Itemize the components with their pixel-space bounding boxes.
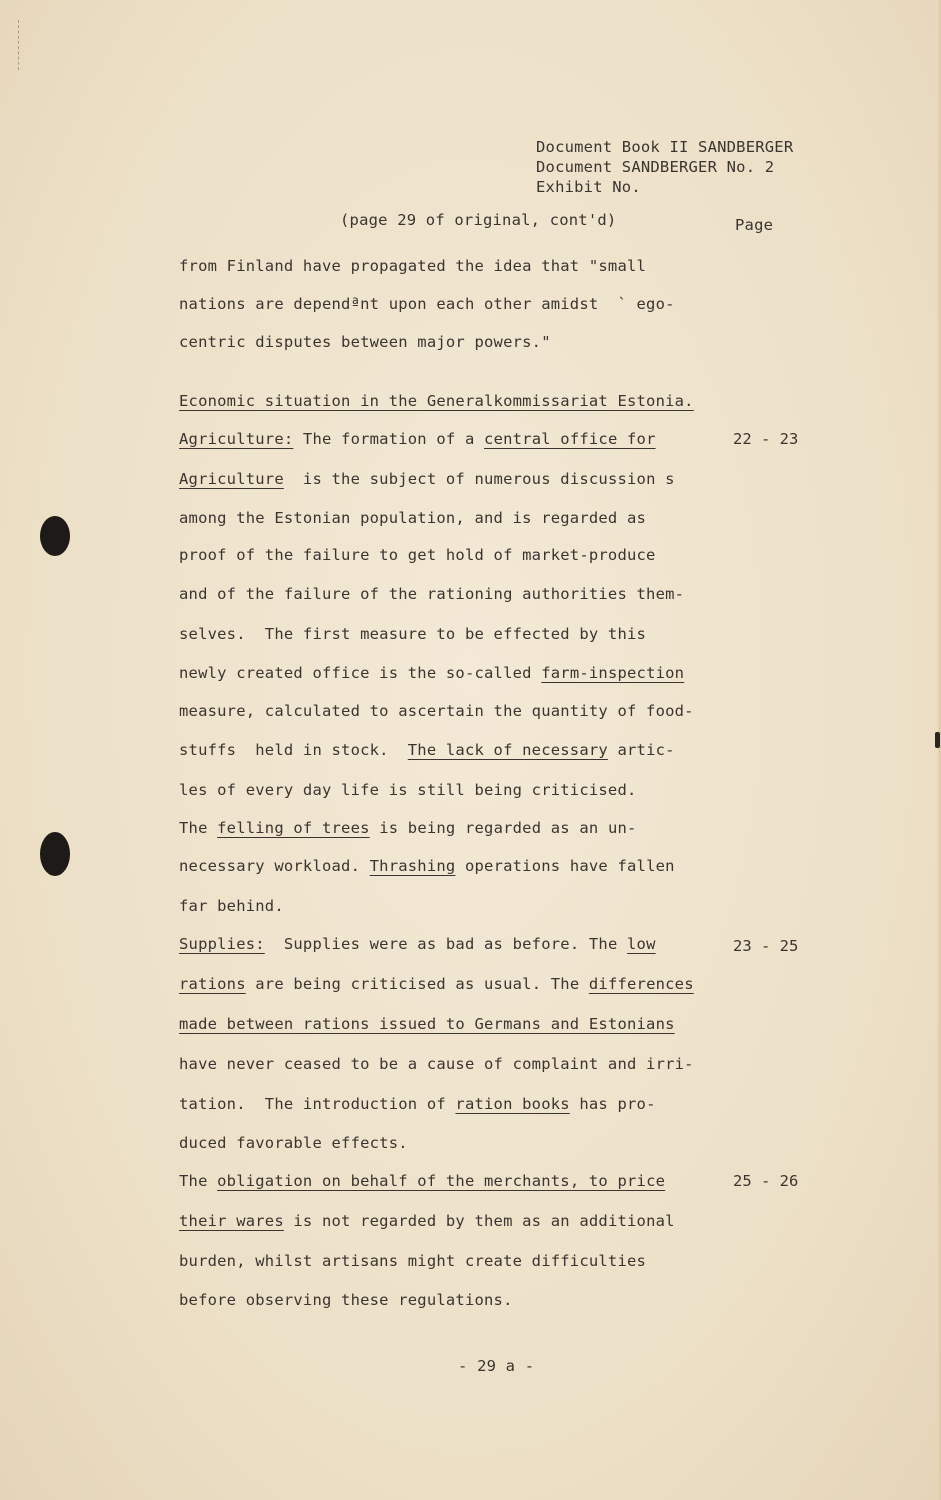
intro-line: centric disputes between major powers." xyxy=(179,333,551,351)
text-run: differences xyxy=(588,975,694,993)
punch-hole xyxy=(40,516,70,556)
text-run: their wares xyxy=(179,1212,284,1230)
supplies-label: Supplies: xyxy=(179,935,265,953)
text-run: low xyxy=(627,935,656,953)
page-number-footer: - 29 a - xyxy=(458,1357,535,1375)
agriculture-line xyxy=(179,741,675,759)
obligation-line: burden, whilst artisans might create difficulties xyxy=(179,1252,647,1270)
header-book: Document Book II SANDBERGER xyxy=(536,138,794,156)
text-run: necessary workload. xyxy=(179,857,370,875)
text-run: The xyxy=(179,819,218,837)
text-run: Agriculture xyxy=(179,470,284,488)
text-run: rations xyxy=(179,975,246,993)
text-run: is the subject of numerous discussion s xyxy=(283,470,675,488)
text-run: central office for xyxy=(484,430,656,448)
agriculture-line xyxy=(179,664,684,682)
obligation-line xyxy=(179,1212,675,1230)
text-run: felling of trees xyxy=(217,819,370,837)
text-run: operations have fallen xyxy=(455,857,675,875)
text-run: Thrashing xyxy=(369,857,456,875)
right-edge-shadow xyxy=(937,0,941,1500)
text-run: ration books xyxy=(455,1095,570,1113)
text-run: is being regarded as an un- xyxy=(369,819,637,837)
text-run: The lack of necessary xyxy=(407,741,608,759)
text-run: The xyxy=(179,1172,218,1190)
supplies-line xyxy=(179,1095,656,1113)
text-run: obligation on behalf of the merchants, to price xyxy=(217,1172,666,1190)
text-run: artic- xyxy=(607,741,675,759)
text-run: The formation of a xyxy=(293,430,485,448)
agriculture-line: selves. The first measure to be effected by this xyxy=(179,625,647,643)
agriculture-label: Agriculture: xyxy=(179,430,294,448)
obligation-line xyxy=(179,1172,665,1190)
supplies-line: made between rations issued to Germans and Estonians xyxy=(179,1015,675,1033)
page-reference: 23 - 25 xyxy=(733,937,799,955)
header-document: Document SANDBERGER No. 2 xyxy=(536,158,775,176)
intro-line: nations are dependªnt upon each other amidst ` ego- xyxy=(179,295,675,313)
agriculture-line: and of the failure of the rationing authorities them- xyxy=(179,585,685,603)
supplies-line: have never ceased to be a cause of complaint and irri- xyxy=(179,1055,694,1073)
text-run: has pro- xyxy=(569,1095,656,1113)
agriculture-line: measure, calculated to ascertain the quantity of food- xyxy=(179,702,694,720)
agriculture-line: among the Estonian population, and is regarded as xyxy=(179,509,647,527)
text-run: tation. The introduction of xyxy=(179,1095,456,1113)
page-reference: 25 - 26 xyxy=(733,1172,799,1190)
text-run: is not regarded by them as an additional xyxy=(283,1212,675,1230)
agriculture-line: far behind. xyxy=(179,897,284,915)
text-run: Supplies were as bad as before. The xyxy=(264,935,628,953)
agriculture-line xyxy=(179,819,637,837)
agriculture-line xyxy=(179,470,675,488)
agriculture-line: les of every day life is still being criticised. xyxy=(179,781,637,799)
supplies-line xyxy=(179,975,694,993)
header-exhibit: Exhibit No. xyxy=(536,178,641,196)
text-run: are being criticised as usual. The xyxy=(245,975,589,993)
supplies-line: duced favorable effects. xyxy=(179,1134,408,1152)
punch-hole xyxy=(40,832,70,876)
obligation-line: before observing these regulations. xyxy=(179,1291,513,1309)
section-heading: Economic situation in the Generalkommissariat Estonia. xyxy=(179,392,694,410)
left-edge-marks xyxy=(18,20,21,70)
agriculture-line: proof of the failure to get hold of market-produce xyxy=(179,546,656,564)
agriculture-line xyxy=(179,430,656,448)
text-run: newly created office is the so-called xyxy=(179,664,542,682)
intro-line: from Finland have propagated the idea that "small xyxy=(179,257,647,275)
text-run: farm-inspection xyxy=(541,664,685,682)
text-run: stuffs held in stock. xyxy=(179,741,408,759)
supplies-line xyxy=(179,935,656,953)
page-column-label: Page xyxy=(735,216,774,234)
edge-clip-mark xyxy=(935,732,940,748)
subheading: (page 29 of original, cont'd) xyxy=(340,211,617,229)
page-reference: 22 - 23 xyxy=(733,430,799,448)
agriculture-line xyxy=(179,857,675,875)
